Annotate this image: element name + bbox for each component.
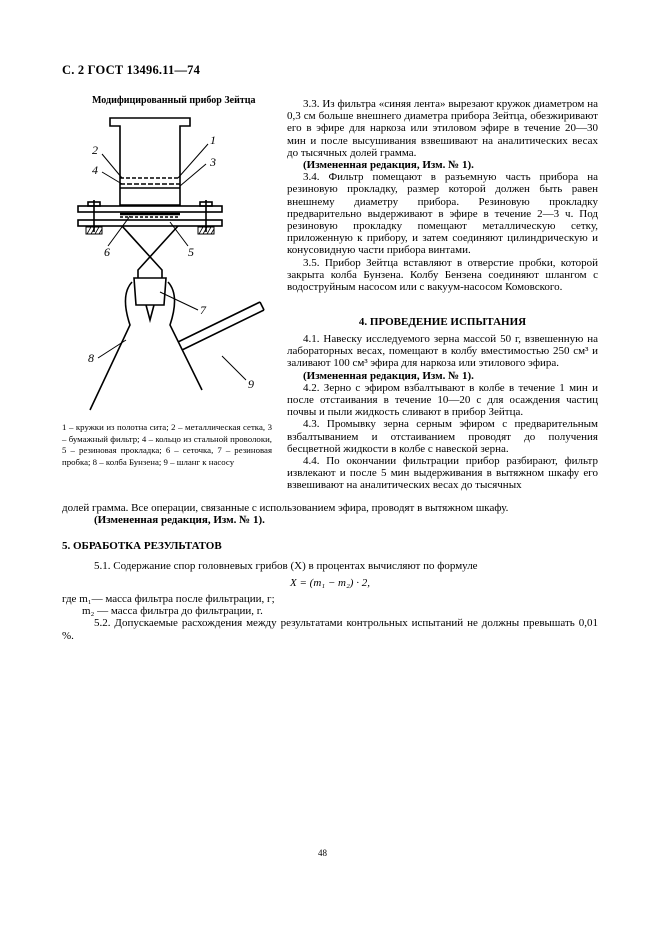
bunsen-flask-left: [90, 282, 132, 410]
para-4-1: 4.1. Навеску исследуемого зерна массой 50 г, взвешенную на лабораторных весах, помещают в колбу вместимостью 250 см³ и заливают 100 см³ эфира для наркоза или этилового эфира.: [287, 333, 598, 370]
para-3-3: 3.3. Из фильтра «синяя лента» вырезают кружок диаметром на 0,3 см больше внешнего диаметра прибора Зейтца, обезжиривают его в эфире для наркоза или этиловом эфире в течение 20—30 мин и после высушивания взвешивают на аналитических весах до тысячных долей грамма.: [287, 98, 598, 159]
section-5-title: 5. ОБРАБОТКА РЕЗУЛЬТАТОВ: [62, 540, 222, 552]
section-4-title: 4. ПРОВЕДЕНИЕ ИСПЫТАНИЯ: [358, 316, 527, 328]
lower-flange: [78, 220, 222, 226]
para-4-3: 4.3. Промывку зерна серным эфиром с предварительным взбалтыванием и отстаиванием проводят до получения бесцветной жидкости в колбе с навеской зерна.: [287, 418, 598, 455]
apparatus-drawing: [60, 110, 275, 415]
page-header: С. 2 ГОСТ 13496.11—74: [62, 63, 201, 77]
amendment-note: (Измененная редакция, Изм. № 1).: [303, 159, 474, 172]
upper-flange: [78, 206, 222, 212]
full-width-continuation: [62, 502, 598, 526]
para-5-1-block: [62, 560, 598, 572]
where-m1: где m₁— масса фильтра после фильтрации, г;: [62, 593, 275, 605]
para-4-4: 4.4. По окончании фильтрации прибор разбирают, фильтр извлекают и после 5 мин выдерживания в вытяжном шкафу его взвешивают на аналитических весах до тысячных: [287, 455, 598, 492]
figure-title: Модифицированный прибор Зейтца: [92, 95, 256, 106]
para-3-4: 3.4. Фильтр помещают в разъемную часть прибора на резиновую прокладку, размер которой должен быть равен внешнему диаметру прибора. Резиновую прокладку предварительно выдерживают в эфире в течение 2—3 ч. Под резиновую прокладку помещают металлическую сетку, приложенную к прибору, и затем соединяют цилиндрическую и конусовидную части прибора винтами.: [287, 171, 598, 257]
cone-part: [122, 226, 162, 278]
label-7: 7: [200, 303, 206, 317]
label-1: 1: [210, 133, 216, 147]
label-4: 4: [92, 163, 98, 177]
para-4-2: 4.2. Зерно с эфиром взбалтывают в колбе в течение 1 мин и после отстаивания в течение 10—20 с для осаждения частиц почвы и пыли жидкость сливают в прибор Зейтца.: [287, 381, 598, 419]
right-column-sec3: [287, 98, 598, 293]
para-4-4-continued: долей грамма. Все операции, связанные с использованием эфира, проводят в вытяжном шкафу.: [62, 502, 509, 514]
seitz-apparatus-figure: [60, 110, 275, 420]
page-number: 48: [318, 848, 327, 858]
para-5-2: 5.2. Допускаемые расхождения между результатами контрольных испытаний не должны превышать 0,01 %.: [62, 617, 598, 642]
para-5-1: 5.1. Содержание спор головневых грибов (X) в процентах вычисляют по формуле: [94, 560, 478, 572]
where-block: [62, 593, 598, 642]
hose: [178, 302, 260, 342]
amendment-note: (Измененная редакция, Изм. № 1).: [303, 369, 474, 382]
label-9: 9: [248, 377, 254, 391]
cylinder-part: [110, 118, 190, 205]
formula: X = (m₁ − m₂) · 2,: [290, 577, 370, 589]
right-column-sec4: [287, 333, 598, 492]
label-6: 6: [104, 245, 110, 259]
label-3: 3: [210, 155, 216, 169]
label-8: 8: [88, 351, 94, 365]
para-3-5: 3.5. Прибор Зейтца вставляют в отверстие пробки, которой закрыта колба Бунзена. Колбу Бензена соединяют шлангом с водоструйным насосом или с вакуум-насосом Комовского.: [287, 256, 598, 294]
figure-labels: [88, 133, 254, 391]
where-m2: m₂ — масса фильтра до фильтрации, г.: [82, 605, 263, 618]
label-2: 2: [92, 143, 98, 157]
rubber-stopper: [134, 278, 166, 305]
label-5: 5: [188, 245, 194, 259]
amendment-note: (Измененная редакция, Изм. № 1).: [94, 514, 265, 527]
figure-caption: 1 – кружки из полотна сита; 2 – металлическая сетка, 3 – бумажный фильтр; 4 – кольцо из стальной проволоки, 5 – резиновая прокладка; 6 – сеточка, 7 – резиновая пробка; 8 – колба Бунзена; 9 – шланг к насосу: [62, 422, 272, 467]
